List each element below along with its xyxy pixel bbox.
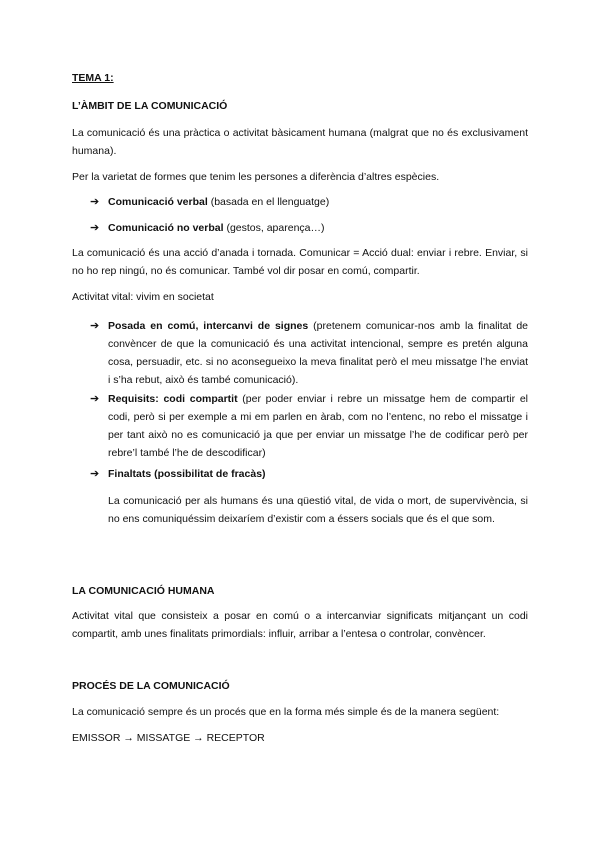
bullet-requisits: ➔ Requisits: codi compartit (per poder enviar i rebre un missatge hem de compartir el codi, però si per exemple a mi em parlen en àrab, com no l’entenc, no rebo el missatge i per tant això no es comunicació ja que per enviar un missatge l’he de codificar però per rebre’l també l’he de descodificar): [72, 390, 528, 462]
bullet-verbal: ➔ Comunicació verbal (basada en el llenguatge): [72, 193, 528, 211]
arrow-bullet-icon: ➔: [90, 468, 100, 480]
arrow-bullet-icon: ➔: [90, 196, 100, 208]
bullet-no-verbal: ➔ Comunicació no verbal (gestos, aparença…): [72, 219, 528, 237]
section-title-comunicacio-humana: LA COMUNICACIÓ HUMANA: [72, 585, 215, 597]
paragraph-proces-2: EMISSOR → MISSATGE → RECEPTOR: [72, 732, 265, 744]
bullet-finaltats: ➔ Finaltats (possibilitat de fracàs): [72, 465, 528, 483]
paragraph-ambit-5: La comunicació per als humans és una qüestió vital, de vida o mort, de supervivència, si no ens comuniquéssim deixaríem d’existir com a éssers socials que és el que som.: [108, 495, 528, 525]
arrow-bullet-icon: ➔: [90, 393, 100, 405]
section-title-proces: PROCÉS DE LA COMUNICACIÓ: [72, 680, 230, 692]
bullet-posada-en-comu: ➔ Posada en comú, intercanvi de signes (pretenem comunicar-nos amb la finalitat de convèncer de que la comunicació és una activitat intencional, sempre es pretén alguna cosa, persuadir, etc. si no aconsegueixo la meva finalitat però el meu missatge l’he enviat i s’ha rebut, això és també comunicació).: [72, 317, 528, 389]
paragraph-comunicacio-humana: Activitat vital que consisteix a posar en comú o a intercanviar significats mitjançant un codi compartit, amb unes finalitats primordials: influir, arribar a l’entesa o controlar, convèncer.: [72, 610, 528, 640]
arrow-bullet-icon: ➔: [90, 222, 100, 234]
paragraph-ambit-1: La comunicació és una pràctica o activitat bàsicament humana (malgrat que no és exclusivament humana).: [72, 127, 528, 157]
paragraph-ambit-2: Per la varietat de formes que tenim les persones a diferència d’altres espècies.: [72, 171, 440, 183]
tema-heading: TEMA 1:: [72, 72, 114, 84]
paragraph-ambit-3: La comunicació és una acció d’anada i tornada. Comunicar = Acció dual: enviar i rebre. Enviar, si no ho rep ningú, no és comunicar. També vol dir posar en comú, compartir.: [72, 247, 528, 277]
arrow-bullet-icon: ➔: [90, 320, 100, 332]
section-title-ambit: L’ÀMBIT DE LA COMUNICACIÓ: [72, 100, 228, 112]
paragraph-ambit-4: Activitat vital: vivim en societat: [72, 291, 214, 303]
paragraph-proces-1: La comunicació sempre és un procés que en la forma més simple és de la manera següent:: [72, 706, 500, 718]
